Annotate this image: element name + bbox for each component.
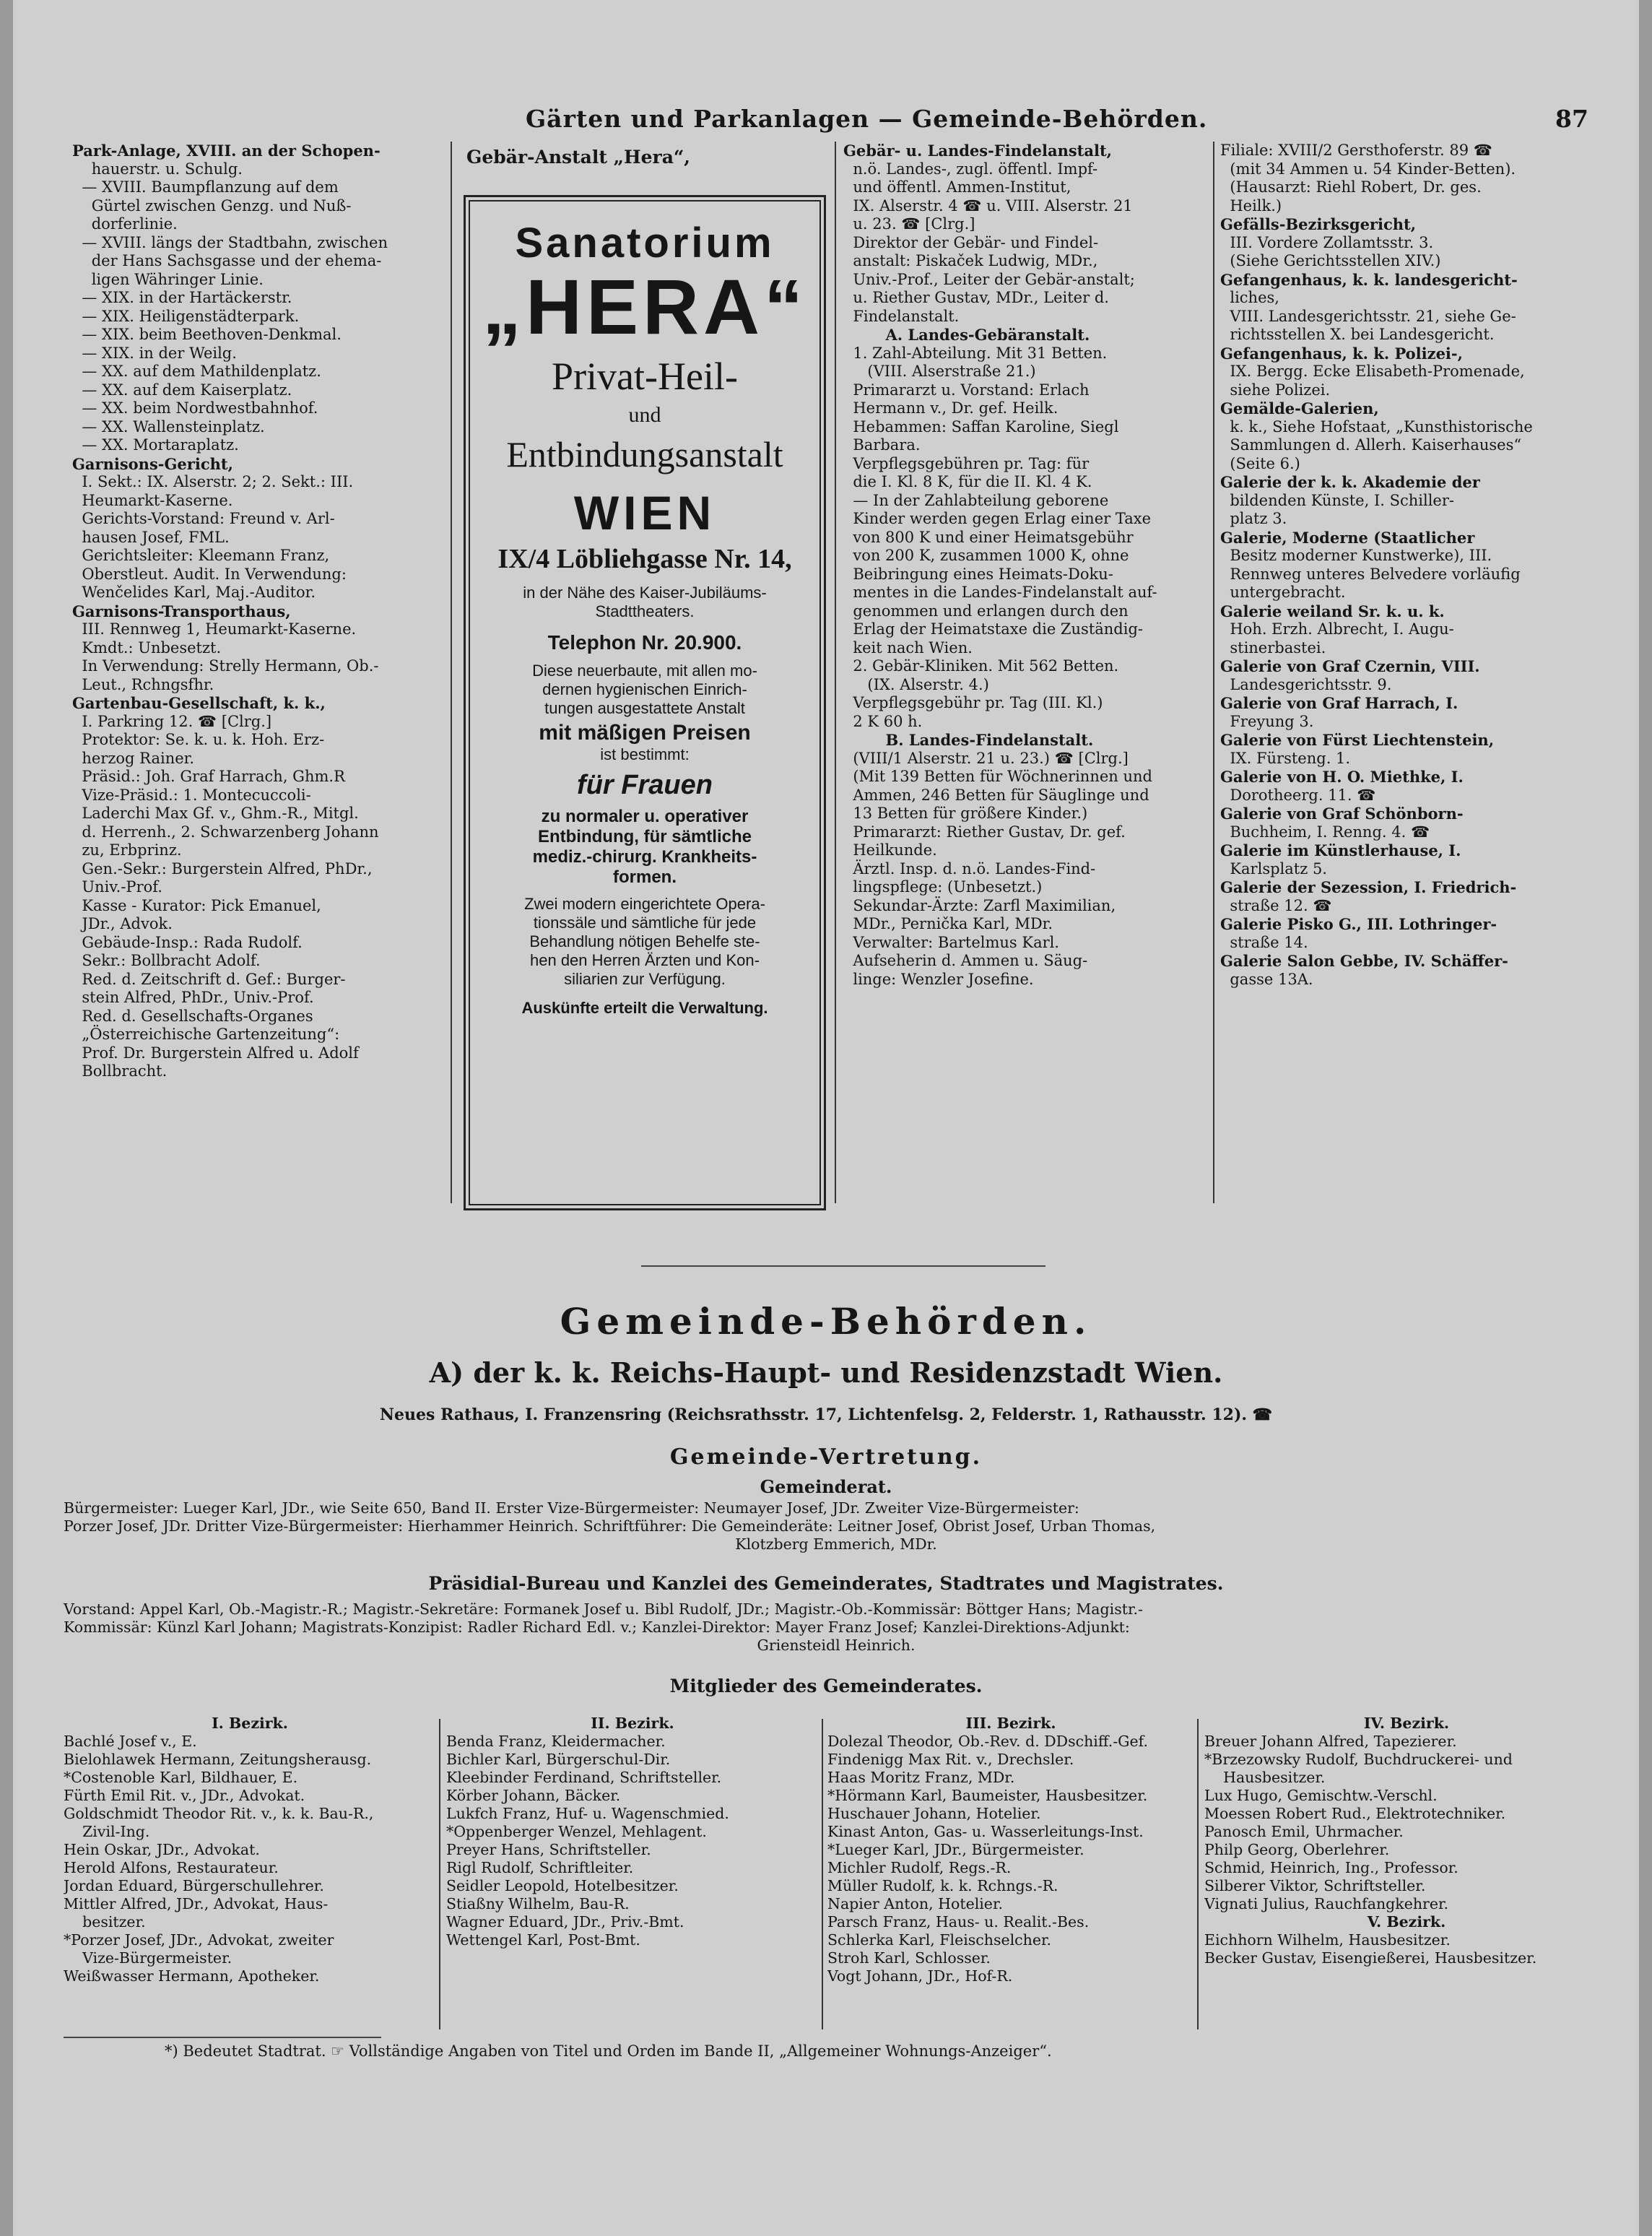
- member-line: Vignati Julius, Rauchfangkehrer.: [1204, 1895, 1449, 1912]
- ad-line-entbindungsanstalt: Entbindungsanstalt: [506, 434, 783, 474]
- ad-desc-6: für Frauen: [577, 770, 713, 800]
- entry-heading: Garnisons-Transporthaus,: [72, 602, 291, 620]
- entry-line: Ammen, 246 Betten für Säuglinge und: [843, 786, 1149, 804]
- entry-line: (VIII. Alserstraße 21.): [843, 363, 1036, 380]
- entry-line: herzog Rainer.: [72, 749, 195, 767]
- member-line: Stiaßny Wilhelm, Bau-R.: [446, 1895, 630, 1912]
- entry-line: I. Parkring 12. ☎ [Clrg.]: [72, 712, 272, 730]
- ad-desc-7: zu normaler u. operativer: [541, 807, 749, 826]
- member-line: Zivil-Ing.: [64, 1823, 150, 1840]
- entry-line: III. Rennweg 1, Heumarkt-Kaserne.: [72, 620, 357, 638]
- ad-line-privat-heil: Privat-Heil-: [552, 355, 738, 398]
- member-line: Kleebinder Ferdinand, Schriftsteller.: [446, 1769, 722, 1786]
- bezirk-1-column: [64, 1715, 436, 1985]
- entry-line: Verpflegsgebühr pr. Tag (III. Kl.): [843, 694, 1103, 711]
- entry-heading: A. Landes-Gebäranstalt.: [843, 326, 1090, 344]
- entry-line: 1. Zahl-Abteilung. Mit 31 Betten.: [843, 344, 1108, 362]
- buergermeister-line-3: Klotzberg Emmerich, MDr.: [735, 1535, 937, 1553]
- member-line: Rigl Rudolf, Schriftleiter.: [446, 1859, 634, 1876]
- ad-name: „HERA“: [482, 263, 808, 350]
- entry-line: Laderchi Max Gf. v., Ghm.-R., Mitgl.: [72, 805, 359, 822]
- member-line: Lukfch Franz, Huf- u. Wagenschmied.: [446, 1805, 729, 1822]
- member-line: Parsch Franz, Haus- u. Realit.-Bes.: [827, 1913, 1090, 1930]
- entry-line: — XIX. beim Beethoven-Denkmal.: [72, 326, 342, 343]
- entry-line: (IX. Alserstr. 4.): [843, 675, 989, 693]
- entry-line: richtsstellen X. bei Landesgericht.: [1220, 326, 1495, 343]
- ad-phone: Telephon Nr. 20.900.: [547, 631, 742, 654]
- section-subtitle: A) der k. k. Reichs-Haupt- und Residenzstadt Wien.: [429, 1356, 1223, 1389]
- member-line: Goldschmidt Theodor Rit. v., k. k. Bau-R.,: [64, 1805, 374, 1822]
- column-3: [843, 142, 1210, 989]
- entry-line: hauerstr. u. Schulg.: [72, 160, 243, 178]
- member-line: Mittler Alfred, JDr., Advokat, Haus-: [64, 1895, 329, 1912]
- member-line: Bachlé Josef v., E.: [64, 1733, 197, 1750]
- entry-line: — XX. beim Nordwestbahnhof.: [72, 399, 318, 417]
- entry-line: Gen.-Sekr.: Burgerstein Alfred, PhDr.,: [72, 859, 373, 878]
- entry-line: IX. Bergg. Ecke Elisabeth-Promenade,: [1220, 363, 1525, 380]
- entry-line: 2. Gebär-Kliniken. Mit 562 Betten.: [843, 657, 1119, 675]
- entry-heading: Galerie von H. O. Miethke, I.: [1220, 768, 1464, 786]
- bezirk-heading: III. Bezirk.: [965, 1715, 1056, 1732]
- entry-line: zu, Erbprinz.: [72, 841, 182, 859]
- entry-line: Bollbracht.: [72, 1062, 168, 1080]
- entry-line: — XIX. Heiligenstädterpark.: [72, 307, 300, 325]
- entry-heading: Galerie weiland Sr. k. u. k.: [1220, 602, 1445, 620]
- entry-line: (Hausarzt: Riehl Robert, Dr. ges.: [1220, 178, 1482, 196]
- entry-line: VIII. Landesgerichtsstr. 21, siehe Ge-: [1220, 307, 1516, 325]
- entry-heading: Galerie von Fürst Liechtenstein,: [1220, 731, 1495, 749]
- entry-heading: Gefangenhaus, k. k. Polizei-,: [1220, 344, 1463, 363]
- entry-heading: Galerie Salon Gebbe, IV. Schäffer-: [1220, 952, 1508, 970]
- footnote: *) Bedeutet Stadtrat. ☞ Vollständige Angaben von Titel und Orden im Bande II, „Allgemeiner Wohnungs-Anzeiger“.: [165, 2042, 1052, 2060]
- member-line: besitzer.: [64, 1913, 146, 1930]
- entry-heading: Galerie Pisko G., III. Lothringer-: [1220, 915, 1497, 933]
- ad-near-1: in der Nähe des Kaiser-Jubiläums-: [523, 584, 767, 602]
- bezirk-heading: II. Bezirk.: [591, 1715, 674, 1732]
- entry-line: Red. d. Zeitschrift d. Gef.: Burger-: [72, 970, 346, 988]
- member-line: Bichler Karl, Bürgerschul-Dir.: [446, 1751, 671, 1768]
- entry-line: der Hans Sachsgasse und der ehema-: [72, 252, 382, 269]
- hera-heading: Gebär-Anstalt „Hera“,: [466, 147, 690, 168]
- entry-line: u. 23. ☎ [Clrg.]: [843, 215, 975, 233]
- member-line: Stroh Karl, Schlosser.: [827, 1949, 991, 1967]
- entry-line: In Verwendung: Strelly Hermann, Ob.-: [72, 657, 379, 675]
- ad-desc-11: Zwei modern eingerichtete Opera-: [524, 895, 765, 913]
- ad-desc-3: tungen ausgestattete Anstalt: [544, 699, 745, 717]
- member-line: Müller Rudolf, k. k. Rchngs.-R.: [827, 1877, 1058, 1894]
- entry-line: IX. Alserstr. 4 ☎ u. VIII. Alserstr. 21: [843, 196, 1133, 214]
- member-line: Bielohlawek Hermann, Zeitungsherausg.: [64, 1751, 372, 1768]
- member-line: Napier Anton, Hotelier.: [827, 1895, 1004, 1912]
- entry-line: untergebracht.: [1220, 584, 1346, 601]
- entry-line: lingspflege: (Unbesetzt.): [843, 878, 1043, 896]
- member-line: Hein Oskar, JDr., Advokat.: [64, 1841, 260, 1858]
- entry-line: Univ.-Prof., Leiter der Gebär-anstalt;: [843, 270, 1135, 288]
- bezirk-2-column: [446, 1715, 819, 1949]
- bezirk-rule-3: [1197, 1719, 1199, 2029]
- entry-line: (VIII/1 Alserstr. 21 u. 23.) ☎ [Clrg.]: [843, 749, 1129, 767]
- entry-line: Verpflegsgebühren pr. Tag: für: [843, 454, 1090, 472]
- ad-desc-1: Diese neuerbaute, mit allen mo-: [532, 662, 757, 680]
- member-line: Huschauer Johann, Hotelier.: [827, 1805, 1041, 1822]
- entry-line: Hermann v., Dr. gef. Heilk.: [843, 399, 1058, 417]
- entry-line: Vize-Präsid.: 1. Montecuccoli-: [72, 786, 311, 804]
- entry-line: Heilk.): [1220, 196, 1282, 214]
- entry-line: stein Alfred, PhDr., Univ.-Prof.: [72, 989, 314, 1006]
- member-line: Fürth Emil Rit. v., JDr., Advokat.: [64, 1787, 305, 1804]
- entry-heading: Galerie der Sezession, I. Friedrich-: [1220, 878, 1517, 896]
- member-line: Preyer Hans, Schriftsteller.: [446, 1841, 651, 1858]
- gemeinderat-heading: Gemeinderat.: [760, 1476, 892, 1497]
- bezirk-3-column: [827, 1715, 1194, 1985]
- entry-line: Primararzt u. Vorstand: Erlach: [843, 381, 1090, 399]
- entry-line: Primararzt: Riether Gustav, Dr. gef.: [843, 823, 1126, 841]
- column-rule-2: [835, 142, 836, 1203]
- bezirk-rule-1: [439, 1719, 440, 2029]
- entry-line: mentes in die Landes-Findelanstalt auf-: [843, 584, 1157, 601]
- member-line: Becker Gustav, Eisengießerei, Hausbesitzer.: [1204, 1949, 1537, 1967]
- buergermeister-line-1: Bürgermeister: Lueger Karl, JDr., wie Seite 650, Band II. Erster Vize-Bürgermeister: Neumayer Josef, JDr. Zweiter Vize-Bürgermeister:: [64, 1499, 1079, 1517]
- column-4: [1220, 142, 1610, 989]
- member-line: Seidler Leopold, Hotelbesitzer.: [446, 1877, 679, 1894]
- ad-desc-13: Behandlung nötigen Behelfe ste-: [529, 932, 760, 950]
- entry-line: Erlag der Heimatstaxe die Zuständig-: [843, 620, 1144, 638]
- entry-line: stinerbastei.: [1220, 638, 1326, 656]
- entry-heading: Gebär- u. Landes-Findelanstalt,: [843, 142, 1112, 160]
- entry-line: „Österreichische Gartenzeitung“:: [72, 1026, 340, 1043]
- entry-line: Dorotheerg. 11. ☎: [1220, 786, 1376, 804]
- entry-line: Prof. Dr. Burgerstein Alfred u. Adolf: [72, 1044, 359, 1062]
- member-line: Vogt Johann, JDr., Hof-R.: [827, 1967, 1013, 1985]
- entry-line: — XVIII. längs der Stadtbahn, zwischen: [72, 233, 388, 251]
- entry-line: Landesgerichtsstr. 9.: [1220, 675, 1392, 693]
- member-line: Philp Georg, Oberlehrer.: [1204, 1841, 1390, 1858]
- entry-line: Kinder werden gegen Erlag einer Taxe: [843, 510, 1152, 527]
- ad-near-2: Stadttheaters.: [595, 602, 695, 620]
- entry-line: MDr., Pernička Karl, MDr.: [843, 915, 1053, 932]
- entry-line: straße 12. ☎: [1220, 896, 1332, 914]
- entry-line: Ärztl. Insp. d. n.ö. Landes-Find-: [843, 859, 1096, 878]
- entry-line: von 800 K und einer Heimatsgebühr: [843, 528, 1134, 546]
- entry-line: dorferlinie.: [72, 215, 178, 233]
- entry-heading: Gartenbau-Gesellschaft, k. k.,: [72, 694, 326, 712]
- member-line: Vize-Bürgermeister.: [64, 1949, 232, 1967]
- member-line: Findenigg Max Rit. v., Drechsler.: [827, 1751, 1074, 1768]
- entry-line: straße 14.: [1220, 933, 1308, 951]
- member-line: Wettengel Karl, Post-Bmt.: [446, 1931, 640, 1949]
- ad-address: IX/4 Löbliehgasse Nr. 14,: [497, 544, 792, 574]
- page-header-title: Gärten und Parkanlagen — Gemeinde-Behörden.: [526, 105, 1208, 133]
- praesidial-heading: Präsidial-Bureau und Kanzlei des Gemeinderates, Stadtrates und Magistrates.: [428, 1573, 1224, 1594]
- entry-line: IX. Fürsteng. 1.: [1220, 749, 1351, 767]
- bezirk-heading: V. Bezirk.: [1367, 1913, 1446, 1930]
- entry-line: siehe Polizei.: [1220, 381, 1331, 399]
- entry-line: Leut., Rchngsfhr.: [72, 675, 214, 693]
- entry-line: Heilkunde.: [843, 841, 937, 859]
- entry-line: Red. d. Gesellschafts-Organes: [72, 1007, 313, 1025]
- entry-heading: Garnisons-Gericht,: [72, 454, 233, 473]
- member-line: *Brzezowsky Rudolf, Buchdruckerei- und: [1204, 1751, 1513, 1768]
- entry-line: anstalt: Piskaček Ludwig, MDr.,: [843, 252, 1098, 269]
- entry-line: Filiale: XVIII/2 Gersthoferstr. 89 ☎: [1220, 142, 1492, 159]
- member-line: *Lueger Karl, JDr., Bürgermeister.: [827, 1841, 1084, 1858]
- entry-line: (Mit 139 Betten für Wöchnerinnen und: [843, 768, 1152, 785]
- entry-line: n.ö. Landes-, zugl. öffentl. Impf-: [843, 160, 1098, 178]
- entry-line: I. Sekt.: IX. Alserstr. 2; 2. Sekt.: III.: [72, 473, 354, 490]
- column-1: [72, 142, 448, 1081]
- entry-line: (Siehe Gerichtsstellen XIV.): [1220, 252, 1441, 269]
- footnote-rule: [64, 2037, 381, 2038]
- entry-heading: Galerie, Moderne (Staatlicher: [1220, 528, 1475, 547]
- member-line: Breuer Johann Alfred, Tapezierer.: [1204, 1733, 1457, 1750]
- entry-line: — XX. auf dem Kaiserplatz.: [72, 381, 292, 399]
- member-line: Panosch Emil, Uhrmacher.: [1204, 1823, 1404, 1840]
- entry-line: Gerichtsleiter: Kleemann Franz,: [72, 547, 330, 564]
- bezirk-heading: I. Bezirk.: [212, 1715, 288, 1732]
- entry-line: Barbara.: [843, 436, 921, 454]
- entry-line: Sekr.: Bollbracht Adolf.: [72, 952, 261, 969]
- member-line: Moessen Robert Rud., Elektrotechniker.: [1204, 1805, 1506, 1822]
- entry-line: 13 Betten für größere Kinder.): [843, 805, 1088, 822]
- entry-line: — XVIII. Baumpflanzung auf dem: [72, 178, 339, 196]
- ad-desc-5: ist bestimmt:: [600, 745, 690, 763]
- entry-heading: Galerie der k. k. Akademie der: [1220, 473, 1480, 491]
- buergermeister-paragraph: [64, 1499, 1609, 1554]
- member-line: *Porzer Josef, JDr., Advokat, zweiter: [64, 1931, 334, 1949]
- ad-desc-14: hen den Herren Ärzten und Kon-: [530, 951, 760, 969]
- ad-desc-12: tionssäle und sämtliche für jede: [533, 914, 757, 932]
- entry-line: Wenčelides Karl, Maj.-Auditor.: [72, 584, 316, 601]
- section-title: Gemeinde-Behörden.: [560, 1300, 1092, 1343]
- entry-line: Freyung 3.: [1220, 712, 1314, 730]
- ad-desc-10: formen.: [612, 867, 677, 887]
- entry-line: — XIX. in der Hartäckerstr.: [72, 289, 292, 306]
- entry-line: III. Vordere Zollamtsstr. 3.: [1220, 233, 1434, 251]
- member-line: Benda Franz, Kleidermacher.: [446, 1733, 666, 1750]
- entry-heading: Gefangenhaus, k. k. landesgericht-: [1220, 270, 1518, 289]
- entry-line: Gebäude-Insp.: Rada Rudolf.: [72, 933, 303, 951]
- entry-line: von 200 K, zusammen 1000 K, ohne: [843, 547, 1129, 564]
- ad-desc-8: Entbindung, für sämtliche: [537, 827, 752, 846]
- member-line: Silberer Viktor, Schriftsteller.: [1204, 1877, 1426, 1894]
- mitglieder-heading: Mitglieder des Gemeinderates.: [669, 1676, 983, 1696]
- entry-line: platz 3.: [1220, 510, 1287, 527]
- entry-line: Präsid.: Joh. Graf Harrach, Ghm.R: [72, 768, 345, 785]
- entry-heading: Gemälde-Galerien,: [1220, 399, 1379, 417]
- entry-line: d. Herrenh., 2. Schwarzenberg Johann: [72, 823, 379, 841]
- entry-heading: Galerie von Graf Schönborn-: [1220, 805, 1464, 823]
- rathaus-address: Neues Rathaus, I. Franzensring (Reichsrathsstr. 17, Lichtenfelsg. 2, Felderstr. 1, Rathausstr. 12). ☎: [379, 1405, 1273, 1424]
- member-line: Schmid, Heinrich, Ing., Professor.: [1204, 1859, 1458, 1876]
- member-line: Haas Moritz Franz, MDr.: [827, 1769, 1015, 1786]
- entry-line: — XX. Mortaraplatz.: [72, 436, 239, 454]
- entry-line: Rennweg unteres Belvedere vorläufig: [1220, 565, 1521, 583]
- praesidial-line-3: Griensteidl Heinrich.: [757, 1637, 916, 1654]
- column-rule-1: [451, 142, 452, 1203]
- member-line: Weißwasser Hermann, Apotheker.: [64, 1967, 320, 1985]
- entry-heading: Galerie von Graf Czernin, VIII.: [1220, 657, 1480, 675]
- entry-line: Sammlungen d. Allerh. Kaiserhauses“: [1220, 436, 1522, 454]
- member-line: Lux Hugo, Gemischtw.-Verschl.: [1204, 1787, 1438, 1804]
- ad-footer: Auskünfte erteilt die Verwaltung.: [521, 999, 768, 1017]
- member-line: Kinast Anton, Gas- u. Wasserleitungs-Inst.: [827, 1823, 1144, 1840]
- entry-line: (Seite 6.): [1220, 454, 1300, 472]
- ad-desc-15: siliarien zur Verfügung.: [564, 970, 726, 988]
- entry-line: genommen und erlangen durch den: [843, 602, 1129, 620]
- entry-line: Beibringung eines Heimats-Doku-: [843, 565, 1113, 583]
- bezirk-4-column: [1204, 1715, 1609, 1967]
- member-line: Hausbesitzer.: [1204, 1769, 1326, 1786]
- entry-line: keit nach Wien.: [843, 638, 973, 656]
- ad-desc-9: mediz.-chirurg. Krankheits-: [532, 847, 757, 867]
- entry-line: hausen Josef, FML.: [72, 528, 230, 546]
- entry-line: Findelanstalt.: [843, 307, 960, 325]
- column-rule-3: [1213, 142, 1214, 1203]
- member-line: *Oppenberger Wenzel, Mehlagent.: [446, 1823, 707, 1840]
- entry-line: — XX. Wallensteinplatz.: [72, 417, 265, 436]
- entry-line: Direktor der Gebär- und Findel-: [843, 233, 1099, 251]
- entry-line: die I. Kl. 8 K, für die II. Kl. 4 K.: [843, 473, 1092, 490]
- ad-title: Sanatorium: [515, 220, 775, 266]
- entry-line: u. Riether Gustav, MDr., Leiter d.: [843, 289, 1109, 306]
- member-line: *Hörmann Karl, Baumeister, Hausbesitzer.: [827, 1787, 1148, 1804]
- ad-city: WIEN: [573, 486, 716, 540]
- buergermeister-line-2: Porzer Josef, JDr. Dritter Vize-Bürgermeister: Hierhammer Heinrich. Schriftführer: Die Gemeinderäte: Leitner Josef, Obrist Josef, Urban Thomas,: [64, 1517, 1156, 1535]
- entry-line: ligen Währinger Linie.: [72, 270, 264, 288]
- bezirk-rule-2: [822, 1719, 823, 2029]
- entry-line: liches,: [1220, 289, 1279, 306]
- entry-line: Kmdt.: Unbesetzt.: [72, 638, 222, 656]
- entry-heading: Galerie im Künstlerhause, I.: [1220, 841, 1461, 859]
- entry-line: Karlsplatz 5.: [1220, 859, 1327, 878]
- entry-heading: Galerie von Graf Harrach, I.: [1220, 694, 1458, 712]
- entry-line: Aufseherin d. Ammen u. Säug-: [843, 952, 1088, 969]
- entry-heading: Park-Anlage, XVIII. an der Schopen-: [72, 142, 381, 160]
- entry-line: Sekundar-Ärzte: Zarfl Maximilian,: [843, 896, 1116, 914]
- entry-line: Protektor: Se. k. u. k. Hoh. Erz-: [72, 731, 325, 748]
- entry-line: JDr., Advok.: [72, 915, 173, 932]
- entry-line: Buchheim, I. Renng. 4. ☎: [1220, 823, 1430, 841]
- entry-line: Heumarkt-Kaserne.: [72, 491, 233, 509]
- entry-line: 2 K 60 h.: [843, 712, 923, 730]
- entry-line: Hebammen: Saffan Karoline, Siegl: [843, 417, 1119, 436]
- entry-line: k. k., Siehe Hofstaat, „Kunsthistorische: [1220, 417, 1533, 436]
- document-page: [13, 0, 1639, 2236]
- praesidial-paragraph: [64, 1600, 1609, 1655]
- bezirk-heading: IV. Bezirk.: [1363, 1715, 1450, 1732]
- member-line: Jordan Eduard, Bürgerschullehrer.: [64, 1877, 324, 1894]
- member-line: Dolezal Theodor, Ob.-Rev. d. DDschiff.-Gef.: [827, 1733, 1149, 1750]
- entry-line: bildenden Künste, I. Schiller-: [1220, 491, 1454, 509]
- member-line: Wagner Eduard, JDr., Priv.-Bmt.: [446, 1913, 684, 1930]
- entry-line: — XX. auf dem Mathildenplatz.: [72, 363, 321, 380]
- page-number: 87: [1555, 105, 1588, 133]
- entry-line: — In der Zahlabteilung geborene: [843, 491, 1109, 509]
- entry-line: Gürtel zwischen Genzg. und Nuß-: [72, 196, 352, 214]
- member-line: Herold Alfons, Restaurateur.: [64, 1859, 279, 1876]
- entry-line: und öffentl. Ammen-Institut,: [843, 178, 1071, 196]
- entry-line: Univ.-Prof.: [72, 878, 162, 896]
- entry-line: gasse 13A.: [1220, 970, 1313, 988]
- ad-desc-2: dernen hygienischen Einrich-: [542, 680, 747, 698]
- ad-line-und: und: [628, 403, 661, 427]
- entry-heading: B. Landes-Findelanstalt.: [843, 731, 1094, 749]
- entry-line: Kasse - Kurator: Pick Emanuel,: [72, 896, 321, 914]
- member-line: Körber Johann, Bäcker.: [446, 1787, 621, 1804]
- member-line: Schlerka Karl, Fleischselcher.: [827, 1931, 1052, 1949]
- entry-line: linge: Wenzler Josefine.: [843, 970, 1034, 988]
- member-line: Eichhorn Wilhelm, Hausbesitzer.: [1204, 1931, 1451, 1949]
- member-line: Michler Rudolf, Regs.-R.: [827, 1859, 1012, 1876]
- praesidial-line-2: Kommissär: Künzl Karl Johann; Magistrats-Konzipist: Radler Richard Edl. v.; Kanzlei-Direktor: Mayer Franz Josef; Kanzlei-Direktions-Adjunkt:: [64, 1618, 1130, 1636]
- sanatorium-hera-advertisement: [464, 195, 826, 1210]
- praesidial-line-1: Vorstand: Appel Karl, Ob.-Magistr.-R.; Magistr.-Sekretäre: Formanek Josef u. Bibl Rudolf, JDr.; Magistr.-Ob.-Kommissär: Böttger Hans; Magistr.-: [64, 1600, 1143, 1618]
- gemeinde-vertretung-heading: Gemeinde-Vertretung.: [669, 1444, 983, 1470]
- entry-line: Besitz moderner Kunstwerke), III.: [1220, 547, 1492, 564]
- entry-line: — XIX. in der Weilg.: [72, 344, 237, 362]
- member-line: *Costenoble Karl, Bildhauer, E.: [64, 1769, 298, 1786]
- entry-line: Oberstleut. Audit. In Verwendung:: [72, 565, 347, 583]
- entry-line: Verwalter: Bartelmus Karl.: [843, 933, 1060, 951]
- entry-line: Hoh. Erzh. Albrecht, I. Augu-: [1220, 620, 1454, 638]
- entry-line: (mit 34 Ammen u. 54 Kinder-Betten).: [1220, 160, 1516, 178]
- ad-desc-4: mit mäßigen Preisen: [539, 721, 751, 745]
- section-divider: [641, 1265, 1045, 1267]
- entry-line: Gerichts-Vorstand: Freund v. Arl-: [72, 510, 335, 527]
- entry-heading: Gefälls-Bezirksgericht,: [1220, 215, 1417, 233]
